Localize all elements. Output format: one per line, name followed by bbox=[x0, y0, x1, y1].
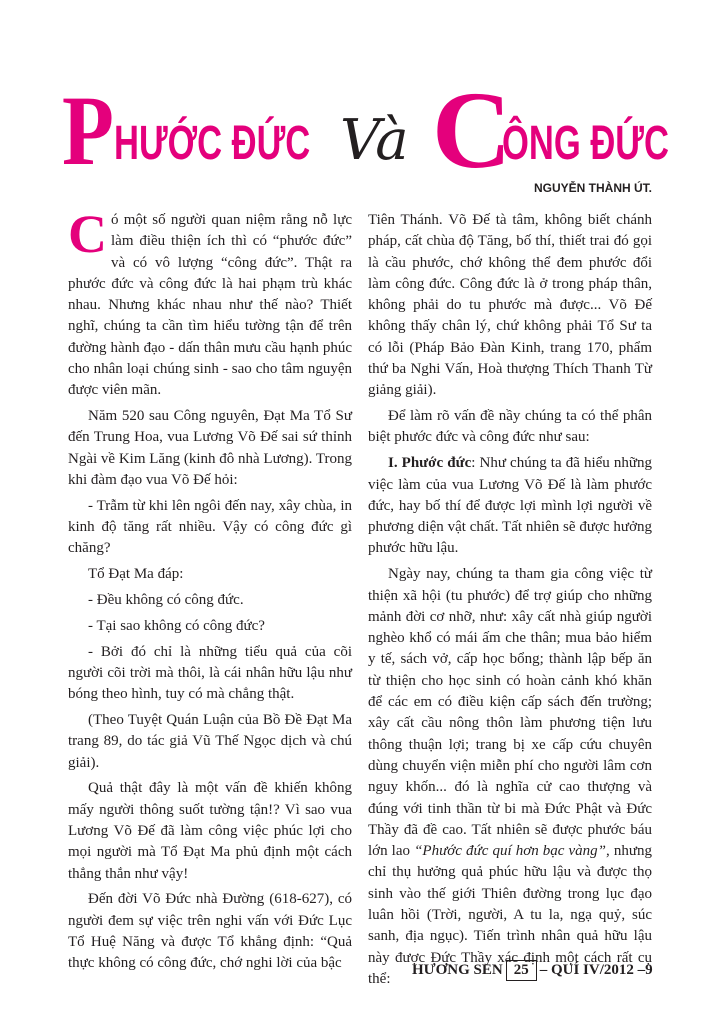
paragraph: Quả thật đây là một vấn đề khiến không mấy người thông suốt tường tận!? Vì sao vua Lương Võ Đế đã làm công việc phúc lợi cho mọi người mà Tổ Đạt Ma phủ định một cách thẳng thắn như vậy! bbox=[68, 780, 352, 882]
paragraph: - Tại sao không có công đức? bbox=[88, 617, 265, 634]
author-byline: NGUYỄN THÀNH ÚT. bbox=[533, 181, 652, 195]
drop-cap: C bbox=[68, 204, 107, 264]
paragraph: Tiên Thánh. Võ Đế tà tâm, không biết chánh pháp, cất chùa độ Tăng, bố thí, thiết trai đó gọi là cầu phước, chớ không thể đem phước đổi làm công đức. Công đức là ở trong pháp thân, không phải do tu phước mà được... Võ Đế không thấy chân lý, chứ không phải Tổ Sư ta có lỗi (Pháp Bảo Đàn Kinh, trang 170, phẩm thứ ba Nghi Vấn, Hoà thượng Thích Thanh Từ giảng giải). bbox=[368, 212, 652, 399]
section-heading: I. Phước đức bbox=[388, 455, 472, 472]
title-initial-p: P bbox=[62, 75, 114, 186]
paragraph: - Đều không có công đức. bbox=[88, 592, 244, 609]
quote: “Phước đức quí hơn bạc vàng” bbox=[414, 843, 607, 860]
paragraph: (Theo Tuyệt Quán Luận của Bồ Đề Đạt Ma trang 89, do tác giả Vũ Thế Ngọc dịch và chú giải). bbox=[68, 712, 352, 771]
paragraph: Đến đời Võ Đức nhà Đường (618-627), có người đem sự việc trên nghi vấn với Đức Lục Tổ Huệ Năng và được Tổ khẳng định: “Quả thực không có công đức, chớ nghi lời của bậc bbox=[68, 891, 352, 972]
page-number: 9 bbox=[645, 962, 653, 978]
paragraph: - Trẫm từ khi lên ngôi đến nay, xây chùa, in kinh độ tăng rất nhiều. Vậy có công đức gì chăng? bbox=[68, 497, 352, 557]
page-footer bbox=[412, 960, 653, 981]
right-column bbox=[368, 210, 652, 995]
left-column bbox=[68, 204, 352, 979]
title-initial-c: C bbox=[432, 69, 512, 191]
issue-period: – QUÍ IV/2012 – bbox=[539, 962, 646, 978]
paragraph bbox=[368, 564, 652, 990]
paragraph bbox=[68, 204, 352, 402]
paragraph: - Bởi đó chỉ là những tiểu quả của cõi người cõi trời mà thôi, là cái nhân hữu lậu như bóng theo hình, tuy có mà chẳng thật. bbox=[68, 643, 352, 703]
paragraph-text: Ngày nay, chúng ta tham gia công việc từ thiện xã hội (tu phước) để trợ giúp cho những mảnh đời cơ nhỡ, như: xây cất nhà giúp người nghèo khổ có mái ấm che thân; mua bảo hiểm y tế, sách vở, cấp học bổng; thành lập bếp ăn từ thiện cho học sinh có hoàn cảnh khó khăn để các em có điều kiện cấp sách đến trường; xây cất cầu nông thôn làm phương tiện lưu thông thuận lợi; trang bị xe cấp cứu chuyên dùng chuyển viện miễn phí cho người lâm cơn nguy khốn... đó là nghĩa cử cao thượng và đúng với tinh thần từ bi mà Đức Phật và Đức Thầy đã đề cao. Tất nhiên sẽ được phước báu lớn lao bbox=[368, 566, 652, 860]
paragraph-text: : Như chúng ta đã hiểu những việc làm của vua Lương Võ Đế là làm phước đức, hay bố thí để được lợi mình lợi người về phương diện vật chất. Tất nhiên sẽ được hưởng phước hữu lậu. bbox=[368, 455, 652, 557]
title-va: Và bbox=[340, 108, 409, 173]
issue-number: 25 bbox=[506, 960, 537, 981]
paragraph: Tổ Đạt Ma đáp: bbox=[88, 566, 184, 583]
title-cong-duc: ÔNG ĐỨC bbox=[502, 117, 669, 170]
paragraph-text: ó một số người quan niệm rằng nỗ lực làm điều thiện ích thì có “phước đức” và có vô lượng “công đức”. Thật ra phước đức và công đức là hai phạm trù khác nhau. Nhưng khác nhau như thế nào? Thiết nghĩ, chúng ta cần tìm hiểu tường tận để trên đường hành đạo - dấn thân mưu cầu hạnh phúc cho nhân loại chúng sinh - sao cho tâm nguyện được viên mãn. bbox=[68, 212, 352, 399]
paragraph bbox=[368, 453, 652, 559]
paragraph: Năm 520 sau Công nguyên, Đạt Ma Tổ Sư đến Trung Hoa, vua Lương Võ Đế sai sứ thỉnh Ngài về Kim Lăng (kinh đô nhà Lương). Trong khi đàm đạo vua Võ Đế hỏi: bbox=[68, 408, 352, 489]
paragraph: Để làm rõ vấn đề nầy chúng ta có thể phân biệt phước đức và công đức như sau: bbox=[368, 408, 652, 446]
title-phuoc-duc: HƯỚC ĐỨC bbox=[114, 117, 311, 170]
paragraph-text: , nhưng chỉ thụ hưởng quả phúc hữu lậu và được thọ sinh vào thế giới Thiên đường trong lục đạo luân hồi (Trời, người, A tu la, ngạ quỷ, súc sanh, địa ngục). Tiến trình nhân quả hữu lậu này được Đức Thầy xác định một cách rất cụ thể: bbox=[368, 843, 652, 987]
magazine-name: HƯƠNG SEN bbox=[412, 962, 503, 978]
